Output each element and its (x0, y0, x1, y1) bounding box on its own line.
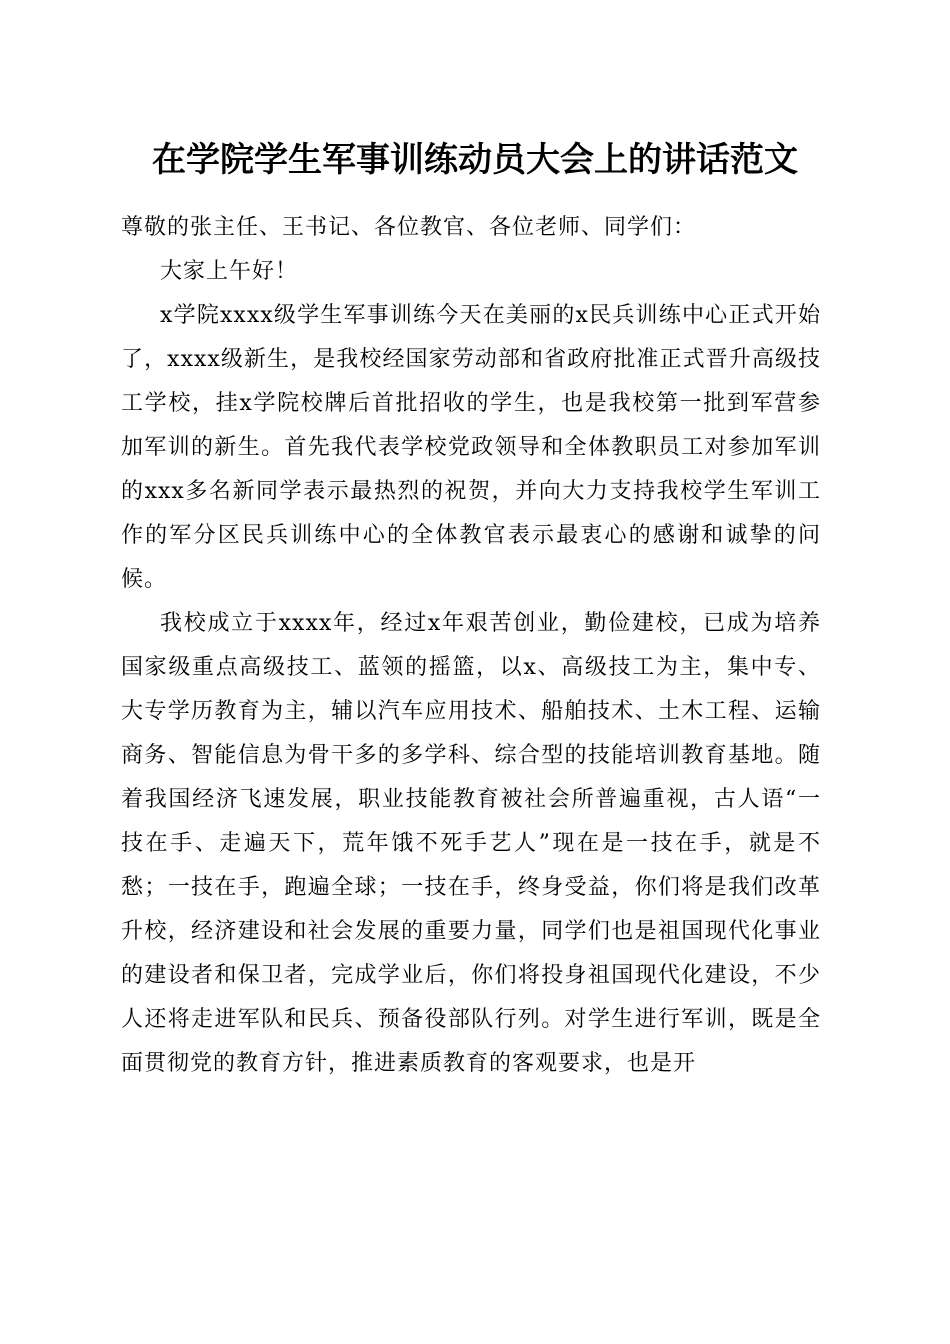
document-body (121, 206, 821, 1086)
paragraph-2: 我校成立于xxxx年，经过x年艰苦创业，勤俭建校，已成为培养国家级重点高级技工、蓝领的摇篮，以x、高级技工为主，集中专、大专学历教育为主，辅以汽车应用技术、船舶技术、土木工程、运输商务、智能信息为骨干多的多学科、综合型的技能培训教育基地。随着我国经济飞速发展，职业技能教育被社会所普遍重视，古人语“一技在手、走遍天下，荒年饿不死手艺人”现在是一技在手，就是不愁；一技在手，跑遍全球；一技在手，终身受益，你们将是我们改革升校，经济建设和社会发展的重要力量，同学们也是祖国现代化事业的建设者和保卫者，完成学业后，你们将投身祖国现代化建设，不少人还将走进军队和民兵、预备役部队行列。对学生进行军训，既是全面贯彻党的教育方针，推进素质教育的客观要求，也是开 (121, 611, 821, 1076)
document-title: 在学院学生军事训练动员大会上的讲话范文 (152, 140, 798, 180)
paragraph-1: x学院xxxx级学生军事训练今天在美丽的x民兵训练中心正式开始了，xxxx级新生，是我校经国家劳动部和省政府批准正式晋升高级技工学校，挂x学院校牌后首批招收的学生，也是我校第一批到军营参加军训的新生。首先我代表学校党政领导和全体教职员工对参加军训的xxx多名新同学表示最热烈的祝贺，并向大力支持我校学生军训工作的军分区民兵训练中心的全体教官表示最衷心的感谢和诚挚的问候。 (121, 303, 821, 592)
salutation: 尊敬的张主任、王书记、各位教官、各位老师、同学们： (121, 215, 697, 240)
greeting: 大家上午好！ (160, 259, 299, 284)
